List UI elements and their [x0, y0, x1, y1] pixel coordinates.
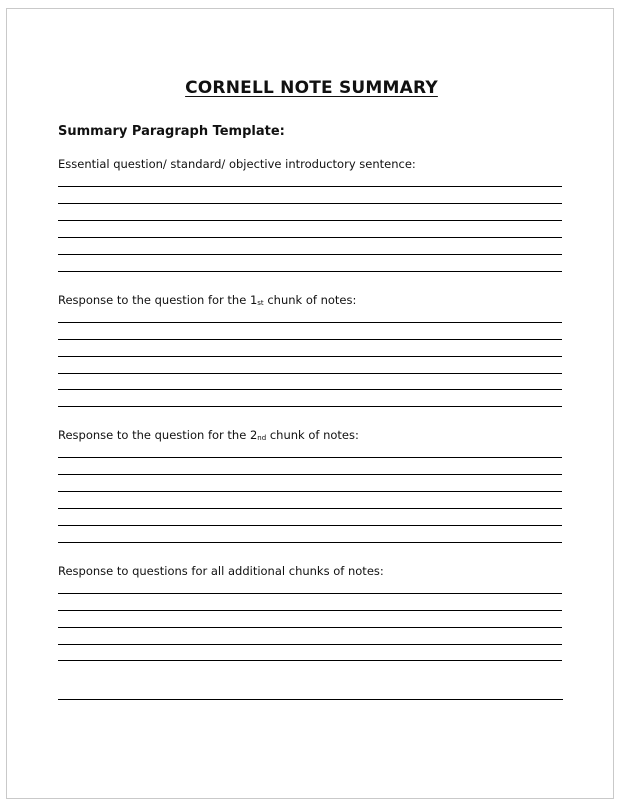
- writing-line[interactable]: [58, 220, 562, 221]
- writing-line[interactable]: [58, 186, 562, 187]
- writing-line[interactable]: [58, 339, 562, 340]
- writing-line[interactable]: [58, 508, 562, 509]
- writing-line[interactable]: [58, 610, 562, 611]
- writing-line[interactable]: [58, 373, 562, 374]
- section-prompt-first-chunk: Response to the question for the $1_{st}$ chunk of notes:: [58, 293, 357, 307]
- writing-line[interactable]: [58, 254, 562, 255]
- writing-line[interactable]: [58, 457, 562, 458]
- writing-line[interactable]: [58, 699, 563, 700]
- section-prompt-additional-chunks: Response to questions for all additional chunks of notes:: [58, 564, 384, 578]
- writing-line[interactable]: [58, 644, 562, 645]
- writing-line[interactable]: [58, 389, 562, 390]
- writing-line[interactable]: [58, 525, 562, 526]
- writing-line[interactable]: [58, 474, 562, 475]
- writing-line[interactable]: [58, 491, 562, 492]
- section-prompt-essential-question: Essential question/ standard/ objective introductory sentence:: [58, 157, 416, 171]
- template-subtitle: Summary Paragraph Template:: [58, 124, 285, 139]
- writing-line[interactable]: [58, 406, 562, 407]
- page-title: CORNELL NOTE SUMMARY: [185, 78, 438, 98]
- writing-line[interactable]: [58, 237, 562, 238]
- writing-line[interactable]: [58, 593, 562, 594]
- writing-line[interactable]: [58, 203, 562, 204]
- section-prompt-second-chunk: Response to the question for the $2_{nd}$ chunk of notes:: [58, 428, 359, 442]
- writing-line[interactable]: [58, 660, 562, 661]
- writing-line[interactable]: [58, 271, 562, 272]
- writing-line[interactable]: [58, 627, 562, 628]
- writing-line[interactable]: [58, 542, 562, 543]
- writing-line[interactable]: [58, 322, 562, 323]
- writing-line[interactable]: [58, 356, 562, 357]
